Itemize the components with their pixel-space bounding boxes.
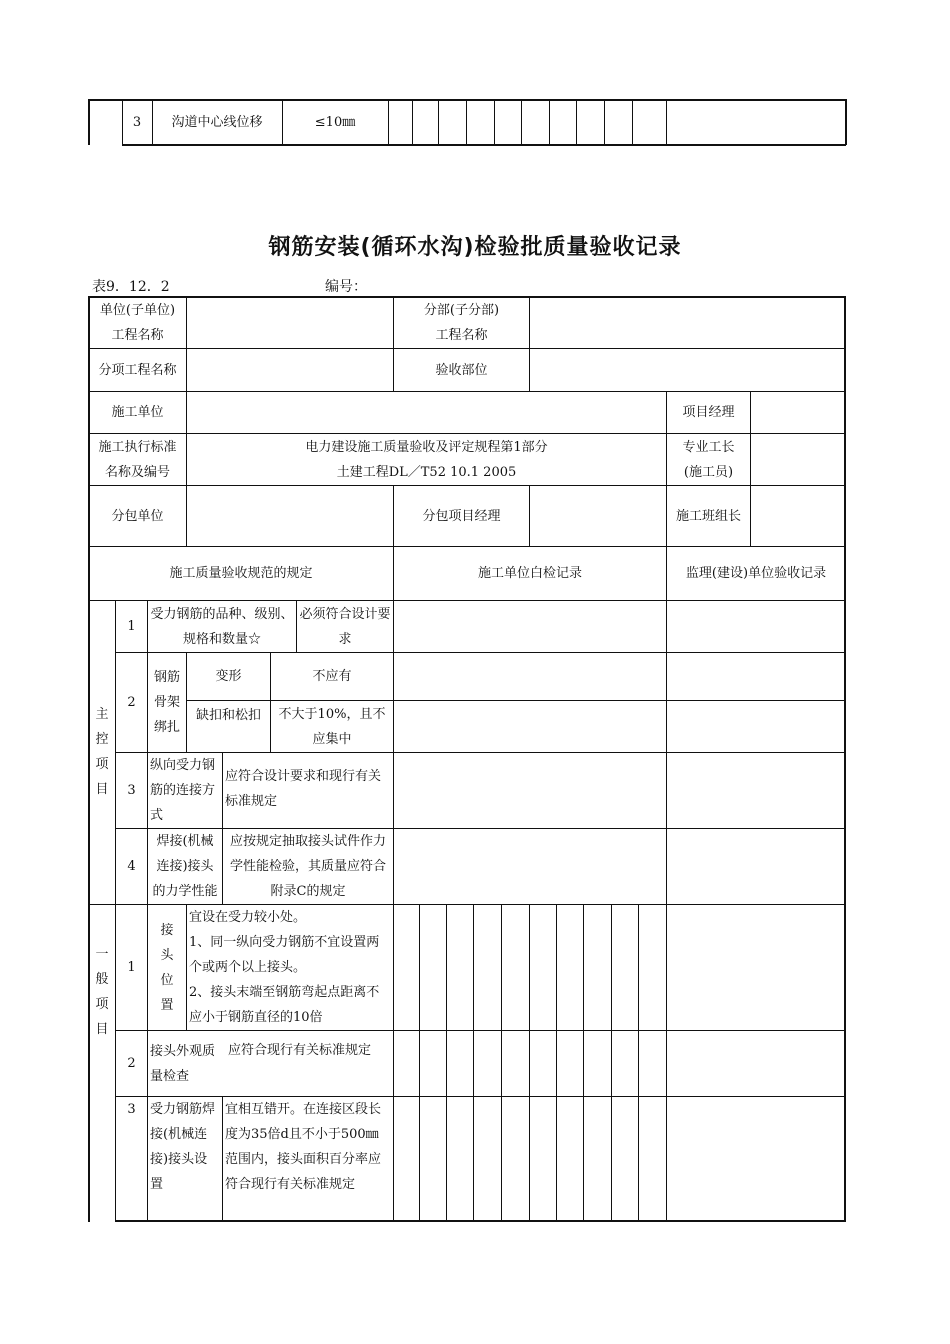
spec-header: 施工质量验收规范的规定 <box>169 566 313 581</box>
main-item-3-req: 应符合设计要求和现行有关标准规定 <box>225 769 382 809</box>
main-items-label: 主 控 项 目 <box>95 706 109 797</box>
general-items-label: 一 般 项 目 <box>95 946 109 1037</box>
unit-project-label: 单位(子单位) 工程名称 <box>99 303 176 343</box>
fragment-value: ≤10㎜ <box>314 114 356 130</box>
main-item-3-num: 3 <box>127 783 136 798</box>
page-title: 钢筋安装(循环水沟)检验批质量验收记录 <box>268 235 682 260</box>
main-item-1-name: 受力钢筋的品种、级别、规格和数量☆ <box>150 606 294 647</box>
item-project-label: 分项工程名称 <box>98 362 177 378</box>
main-item-2-group: 钢筋 骨架 绑扎 <box>153 670 180 735</box>
exec-standard-label: 施工执行标准 名称及编号 <box>98 439 177 480</box>
main-item-2-sub1: 变形 <box>215 669 242 684</box>
supervision-header: 监理(建设)单位验收记录 <box>685 566 827 581</box>
construct-unit-label: 施工单位 <box>111 405 164 420</box>
main-item-1-num: 1 <box>127 619 136 634</box>
general-item-2-req: 应符合现行有关标准规定 <box>228 1043 372 1058</box>
general-item-1-req: 宜设在受力较小处。 1、同一纵向受力钢筋不宜设置两个或两个以上接头。 2、接头末端至钢筋弯起点距离不应小于钢筋直径的10倍 <box>189 910 380 1025</box>
exec-standard-value: 电力建设施工质量验收及评定规程第1部分 土建工程DL／T52 10.1 2005 <box>305 439 548 480</box>
main-item-2-req1: 不应有 <box>312 669 352 684</box>
main-item-2-sub2: 缺扣和松扣 <box>195 707 261 723</box>
main-item-4-num: 4 <box>127 859 136 874</box>
foreman-label: 专业工长 (施工员) <box>682 439 735 480</box>
main-item-3-name: 纵向受力钢筋的连接方式 <box>150 758 216 823</box>
sub-manager-label: 分包项目经理 <box>422 508 501 524</box>
sub-project-label: 分部(子分部) 工程名称 <box>423 303 500 343</box>
general-item-1-name: 接 头 位 置 <box>160 922 174 1013</box>
sub-unit-label: 分包单位 <box>111 508 164 524</box>
main-item-2-req2: 不大于10%，且不应集中 <box>278 706 386 747</box>
self-check-header: 施工单位白检记录 <box>477 566 582 581</box>
main-item-1-req: 必须符合设计要求 <box>299 606 391 647</box>
general-item-3-name: 受力钢筋焊接(机械连接)接头设置 <box>150 1102 216 1192</box>
project-manager-label: 项目经理 <box>682 405 735 420</box>
team-leader-label: 施工班组长 <box>675 508 741 524</box>
main-item-2-num: 2 <box>127 695 136 710</box>
general-item-2-num: 2 <box>127 1056 136 1071</box>
accept-part-label: 验收部位 <box>435 362 488 378</box>
general-item-2-name: 接头外观质量检查 <box>150 1043 216 1084</box>
fragment-num: 3 <box>132 114 142 130</box>
general-item-3-req: 宜相互错开。在连接区段长度为35倍d且不小于500㎜范围内，接头面积百分率应符合现行有关标准规定 <box>225 1102 382 1192</box>
fragment-item: 沟道中心线位移 <box>171 114 263 130</box>
table-number: 表9．12．2 <box>92 279 170 295</box>
main-item-4-name: 焊接(机械连接)接头的力学性能 <box>152 834 218 899</box>
general-item-3-num: 3 <box>127 1102 136 1117</box>
number-label: 编号： <box>325 279 367 295</box>
general-item-1-num: 1 <box>127 960 136 975</box>
main-item-4-req: 应按规定抽取接头试件作力学性能检验，其质量应符合附录C的规定 <box>229 834 386 899</box>
